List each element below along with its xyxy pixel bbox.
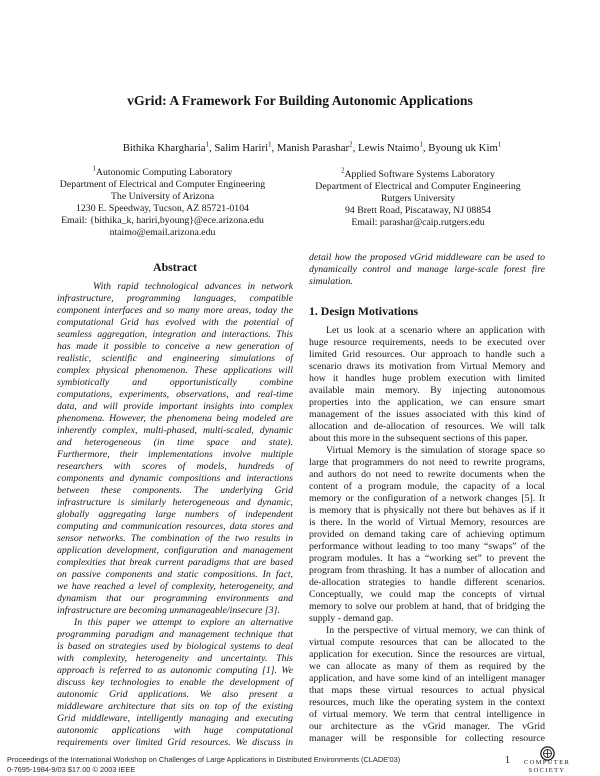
abstract-line: sensor networks. The combination of the two results in	[57, 533, 293, 544]
affiliation-department: Department of Electrical and Computer Engineering	[59, 179, 266, 190]
page-number: 1	[505, 755, 510, 766]
body-text-line: management of the issues associated with this kind of	[309, 409, 545, 420]
abstract-line: components and dynamic compositions and interactions	[57, 473, 293, 484]
body-text-line: Let us look at a scenario where an application with	[326, 325, 545, 336]
affiliation-mark: 2	[341, 167, 345, 175]
body-text-line: resources, much like the operating system in the context	[309, 697, 545, 708]
abstract-line: researchers with scores of models, hundreds of	[57, 461, 293, 472]
abstract-line: middleware architecture that sits on top of the existing	[57, 701, 293, 712]
abstract-line: dynamism that our programming environments and	[57, 593, 293, 604]
abstract-line: programming paradigm and management technique that	[57, 629, 293, 640]
abstract-line: data, and will provide important insights into complex	[57, 401, 293, 412]
affiliation-line	[300, 169, 536, 181]
body-text-line: our architecture as the vGrid manager. The vGrid	[309, 721, 545, 732]
author-affiliation-mark: 2	[349, 141, 353, 149]
body-text-line: program from thrashing. It has a number of allocation and	[309, 565, 545, 576]
body-text-line: In the perspective of virtual memory, we can think of	[326, 625, 545, 636]
body-text-line: performance without leading to too many “swaps” of the	[309, 541, 545, 552]
abstract-line: is based on strategies used by biological systems to deal	[57, 641, 293, 652]
author-list: Bithika Khargharia$^1$, Salim Hariri$^1$, Manish Parashar$^2$, Lewis Ntaimo$^1$, Byoung uk Kim$^1$	[122, 141, 502, 154]
affiliation-university: Rutgers University	[380, 193, 456, 204]
abstract-line: requirements over limited Grid resources. We discuss in	[57, 737, 293, 748]
abstract-line: infrastructure is similarly heterogeneous and dynamic,	[57, 497, 293, 508]
abstract-body-column-2	[309, 252, 545, 288]
body-text-line: that maps these virtual resources to actual physical	[309, 685, 545, 696]
body-text-line: and authors do not need to rewrite documents when the	[309, 469, 545, 480]
abstract-line: detail how the proposed vGrid middleware can be used to	[309, 252, 545, 263]
abstract-line: between these components. The underlying Grid	[57, 485, 293, 496]
abstract-line: computations, experiments, observations, and real-time	[57, 389, 293, 400]
abstract-line: with complexity, heterogeneity and uncertainty. This	[57, 653, 293, 664]
abstract-line: In this paper we attempt to explore an alternative	[74, 617, 293, 628]
body-text-line: supply - demand gap.	[309, 613, 394, 624]
affiliation-email: Email: parashar@caip.rutgers.edu	[351, 217, 485, 228]
body-text-line: limited Grid resources. Our approach to handle such a	[309, 349, 545, 360]
affiliation-block-2	[300, 169, 536, 229]
body-text-line: about this more in the subsequent sections of this paper.	[309, 433, 528, 444]
affiliation-mark: 1	[92, 165, 96, 173]
body-text-line: Conceptually, we could map the concepts of virtual	[309, 589, 545, 600]
footer-copyright: 0-7695-1984-9/03 $17.00 © 2003 IEEE	[7, 765, 136, 774]
body-text-line: provided on demand taking care of achieving optimum	[309, 529, 545, 540]
abstract-line: component interfaces and so many more areas, today the	[57, 305, 293, 316]
affiliation-email: Email: {bithika_k, hariri,byoung}@ece.arizona.edu	[61, 215, 264, 226]
body-text-line: is memory that is physically not there but behaves as if it	[309, 505, 545, 516]
abstract-line: complex physical phenomenon. These applications will	[57, 365, 293, 376]
author-name: Manish Parashar	[276, 142, 350, 154]
abstract-line: symbiotically and opportunistically combine	[57, 377, 293, 388]
affiliation-email-extra: ntaimo@email.arizona.edu	[109, 227, 216, 238]
abstract-line: we have reached a level of complexity, heterogeneity, and	[57, 581, 293, 592]
abstract-line: on passive components and static compositions. In fact,	[57, 569, 293, 580]
affiliation-lab: Applied Software Systems Laboratory	[344, 169, 495, 180]
paper-title: vGrid: A Framework For Building Autonomic Applications	[127, 93, 473, 108]
footer	[7, 755, 400, 775]
author-affiliation-mark: 1	[497, 141, 502, 149]
body-text-line: program modules. It has a “working set” to prevent the	[309, 553, 545, 564]
affiliation-department: Department of Electrical and Computer Engineering	[315, 181, 521, 192]
abstract-line: complexities that break current paradigms that are based	[57, 557, 293, 568]
footer-proceedings: Proceedings of the International Workshop on Challenges of Large Applications in Distributed Environments (CLADE'03)	[7, 755, 401, 764]
abstract-line: seamless aggregation, integration and interactions. This	[57, 329, 293, 340]
body-text-line: memory to solve our problem at hand, that of bridging the	[309, 601, 545, 612]
abstract-line: Furthermore, their implementations involve multiple	[57, 449, 293, 460]
body-text-line: application for execution. Since the resources are virtual,	[309, 649, 545, 660]
body-text-line: available main memory. By injecting autonomous	[309, 385, 545, 396]
author-affiliation-mark: 1	[205, 141, 209, 149]
logo-text-society: SOCIETY	[528, 767, 566, 774]
body-text-line: manager will be responsible for collecting resource	[309, 733, 545, 744]
logo-text-computer: COMPUTER	[523, 759, 571, 766]
body-text-line: content of a program module, the capacity of a local	[309, 481, 545, 492]
abstract-line: infrastructure are becoming unmanageable/insecure [3].	[57, 605, 280, 616]
abstract-line: inherently complex, multi-phased, multi-scaled, dynamic	[57, 425, 293, 436]
author-name: Byoung uk Kim	[428, 142, 498, 154]
body-text-line: huge resource requirements, needs to be executed over	[309, 337, 545, 348]
body-text-line: of virtual memory. We term that central intelligence in	[309, 709, 545, 720]
affiliation-lab: Autonomic Computing Laboratory	[95, 167, 233, 178]
body-text-line: Virtual Memory is the simulation of storage space so	[326, 445, 545, 456]
affiliation-university: The University of Arizona	[110, 191, 215, 202]
abstract-body-column-1	[57, 281, 293, 749]
abstract-line: simulation.	[309, 276, 353, 287]
body-text-line: properties into the application, we can ensure smart	[309, 397, 545, 408]
body-text-line: application, and have some kind of an intelligent manager	[309, 673, 545, 684]
abstract-line: With rapid technological advances in network	[93, 281, 293, 292]
section-body	[309, 325, 545, 745]
abstract-line: autonomic Grid applications. We also present a	[57, 689, 293, 700]
body-text-line: is there. In the world of Virtual Memory, resources are	[309, 517, 545, 528]
affiliation-line	[40, 167, 285, 179]
abstract-line: Grid middleware, intelligently managing and executing	[57, 713, 293, 724]
section-heading: 1. Design Motivations	[309, 304, 419, 318]
body-text-line: large that programmers do not need to rewrite programs,	[309, 457, 545, 468]
abstract-line: approach is referred to as autonomic computing [1]. We	[57, 665, 293, 676]
author-name: Salim Hariri	[214, 142, 269, 154]
author-name: Lewis Ntaimo	[357, 142, 420, 154]
affiliation-address: 94 Brett Road, Piscataway, NJ 08854	[344, 205, 492, 216]
abstract-line: computing and communication resources, data stores and	[57, 521, 293, 532]
body-text-line: de-allocation strategies to handle different scenarios.	[309, 577, 545, 588]
author-name: Bithika Khargharia	[122, 142, 206, 154]
abstract-line: realistic, scientific and engineering simulations of	[57, 353, 293, 364]
affiliation-address: 1230 E. Speedway, Tucson, AZ 85721-0104	[76, 203, 249, 214]
abstract-line: autonomic applications with huge computational	[57, 725, 293, 736]
abstract-line: discuss key technologies to enable the development of	[57, 677, 293, 688]
author-affiliation-mark: 1	[268, 141, 272, 149]
affiliation-block-1	[40, 167, 285, 239]
abstract-line: computational Grid has evolved with the potential of	[57, 317, 293, 328]
body-text-line: we can allocate as many of them as required by the	[309, 661, 545, 672]
body-text-line: scenario draws its motivation from Virtual Memory and	[309, 361, 545, 372]
abstract-line: has made it possible to conceive a new generation of	[57, 341, 293, 352]
abstract-line: application development, configuration and management	[57, 545, 293, 556]
body-text-line: virtual compute resources that can be allocated to the	[309, 637, 545, 648]
body-text-line: how it handles huge problem execution with limited	[309, 373, 545, 384]
abstract-line: infrastructure, programming languages, compatible	[57, 293, 293, 304]
abstract-line: dynamically control and manage large-scale forest fire	[309, 264, 545, 275]
body-text-line: memory or the configuration of a network changes [5]. It	[309, 493, 545, 504]
abstract-line: globally aggregating large numbers of independent	[57, 509, 293, 520]
abstract-line: phenomena. However, the phenomena being modeled are	[57, 413, 293, 424]
abstract-line: and heterogeneous (in time space and state).	[57, 437, 293, 448]
author-affiliation-mark: 1	[419, 141, 423, 149]
body-text-line: allocation and de-allocation of resources. We will talk	[309, 421, 545, 432]
abstract-heading: Abstract	[153, 260, 197, 274]
